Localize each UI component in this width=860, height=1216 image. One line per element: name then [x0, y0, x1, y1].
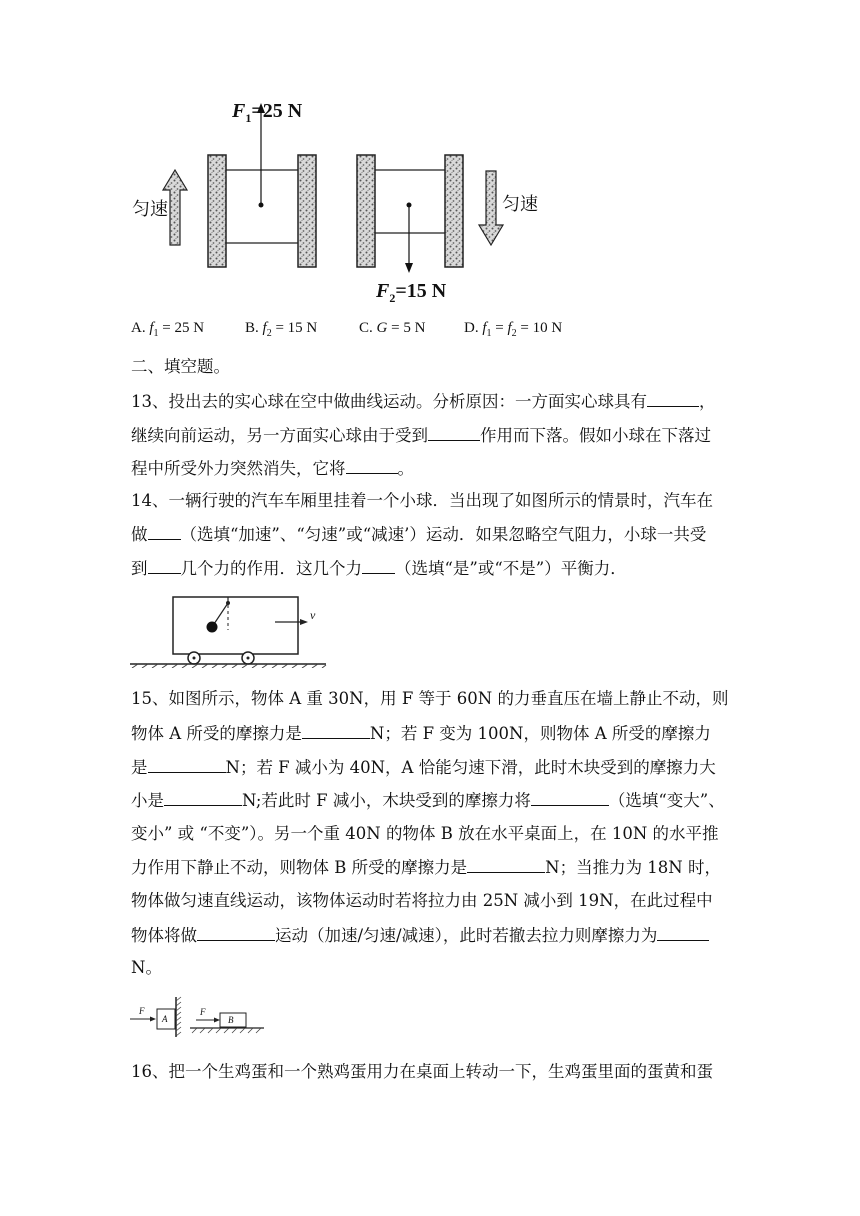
- pendulum-ball: [207, 622, 218, 633]
- q15-line4: 小是 N;若此时 F 减小，木块受到的摩擦力将 （选填“变大”、: [131, 791, 725, 810]
- fig-a-label: A: [162, 1014, 168, 1024]
- left-motion-label: 匀速: [132, 199, 168, 220]
- q13-line1: 13、投出去的实心球在空中做曲线运动。分析原因：一方面实心球具有 ，: [131, 392, 716, 411]
- option-c: C. G = 5 N: [359, 320, 426, 336]
- left-wall-1: [208, 155, 226, 267]
- fig-b-label: B: [228, 1015, 234, 1025]
- right-wall-2: [445, 155, 463, 267]
- q15-line2: 物体 A 所受的摩擦力是 N；若 F 变为 100N，则物体 A 所受的摩擦力: [131, 724, 711, 743]
- q15-line6: 力作用下静止不动，则物体 B 所受的摩擦力是 N；当推力为 18N 时，: [131, 858, 721, 877]
- f1-label: $F_1=25$ N: [232, 100, 303, 125]
- wall-table-figure: [128, 995, 278, 1039]
- q13-line3: 程中所受外力突然消失，它将 。: [131, 459, 414, 478]
- velocity-label: v: [310, 608, 316, 622]
- f2-label: $F_2=15$ N: [376, 280, 447, 305]
- q14-line3: 到 几个力的作用．这几个力 （选填“是”或“不是”）平衡力．: [131, 559, 627, 578]
- right-wall-1: [357, 155, 375, 267]
- down-arrow-icon: [479, 171, 503, 245]
- q15-line1: 15、如图所示，物体 A 重 30N，用 F 等于 60N 的力垂直压在墙上静止不动，则: [131, 689, 729, 708]
- q15-line7: 物体做匀速直线运动，该物体运动时若将拉力由 25N 减小到 19N，在此过程中: [131, 891, 713, 910]
- cart-figure: [128, 592, 328, 668]
- cart-body: [173, 597, 298, 654]
- q15-line9: N。: [131, 958, 162, 977]
- q14-line2: 做 （选填“加速”、“匀速”或“减速’）运动．如果忽略空气阻力，小球一共受: [131, 525, 707, 544]
- q14-line1: 14、一辆行驶的汽车车厢里挂着一个小球．当出现了如图所示的情景时，汽车在: [131, 491, 713, 510]
- fig-f2-label: F: [200, 1007, 206, 1017]
- right-motion-label: 匀速: [502, 194, 538, 215]
- fig-f1-label: F: [139, 1006, 145, 1016]
- option-d: D. $f_1 = f_2 = 10$ N: [464, 320, 563, 339]
- q15-line3: 是 N；若 F 减小为 40N，A 恰能匀速下滑，此时木块受到的摩擦力大: [131, 758, 716, 777]
- option-a: A. $f_1 = 25$ N: [131, 320, 205, 339]
- option-b: B. $f_2 = 15$ N: [245, 320, 318, 339]
- left-wall-2: [298, 155, 316, 267]
- q13-line2: 继续向前运动，另一方面实心球由于受到 作用而下落。假如小球在下落过: [131, 426, 711, 445]
- force-diagram-figure: [125, 95, 565, 310]
- q15-line8: 物体将做 运动（加速/匀速/减速），此时若撤去拉力则摩擦力为: [131, 924, 709, 947]
- q16-line1: 16、把一个生鸡蛋和一个熟鸡蛋用力在桌面上转动一下，生鸡蛋里面的蛋黄和蛋: [131, 1062, 713, 1081]
- section-title: 二、填空题。: [131, 357, 230, 376]
- q15-line5: 变小” 或 “不变”）。另一个重 40N 的物体 B 放在水平桌面上，在 10N 的水平推: [131, 824, 719, 843]
